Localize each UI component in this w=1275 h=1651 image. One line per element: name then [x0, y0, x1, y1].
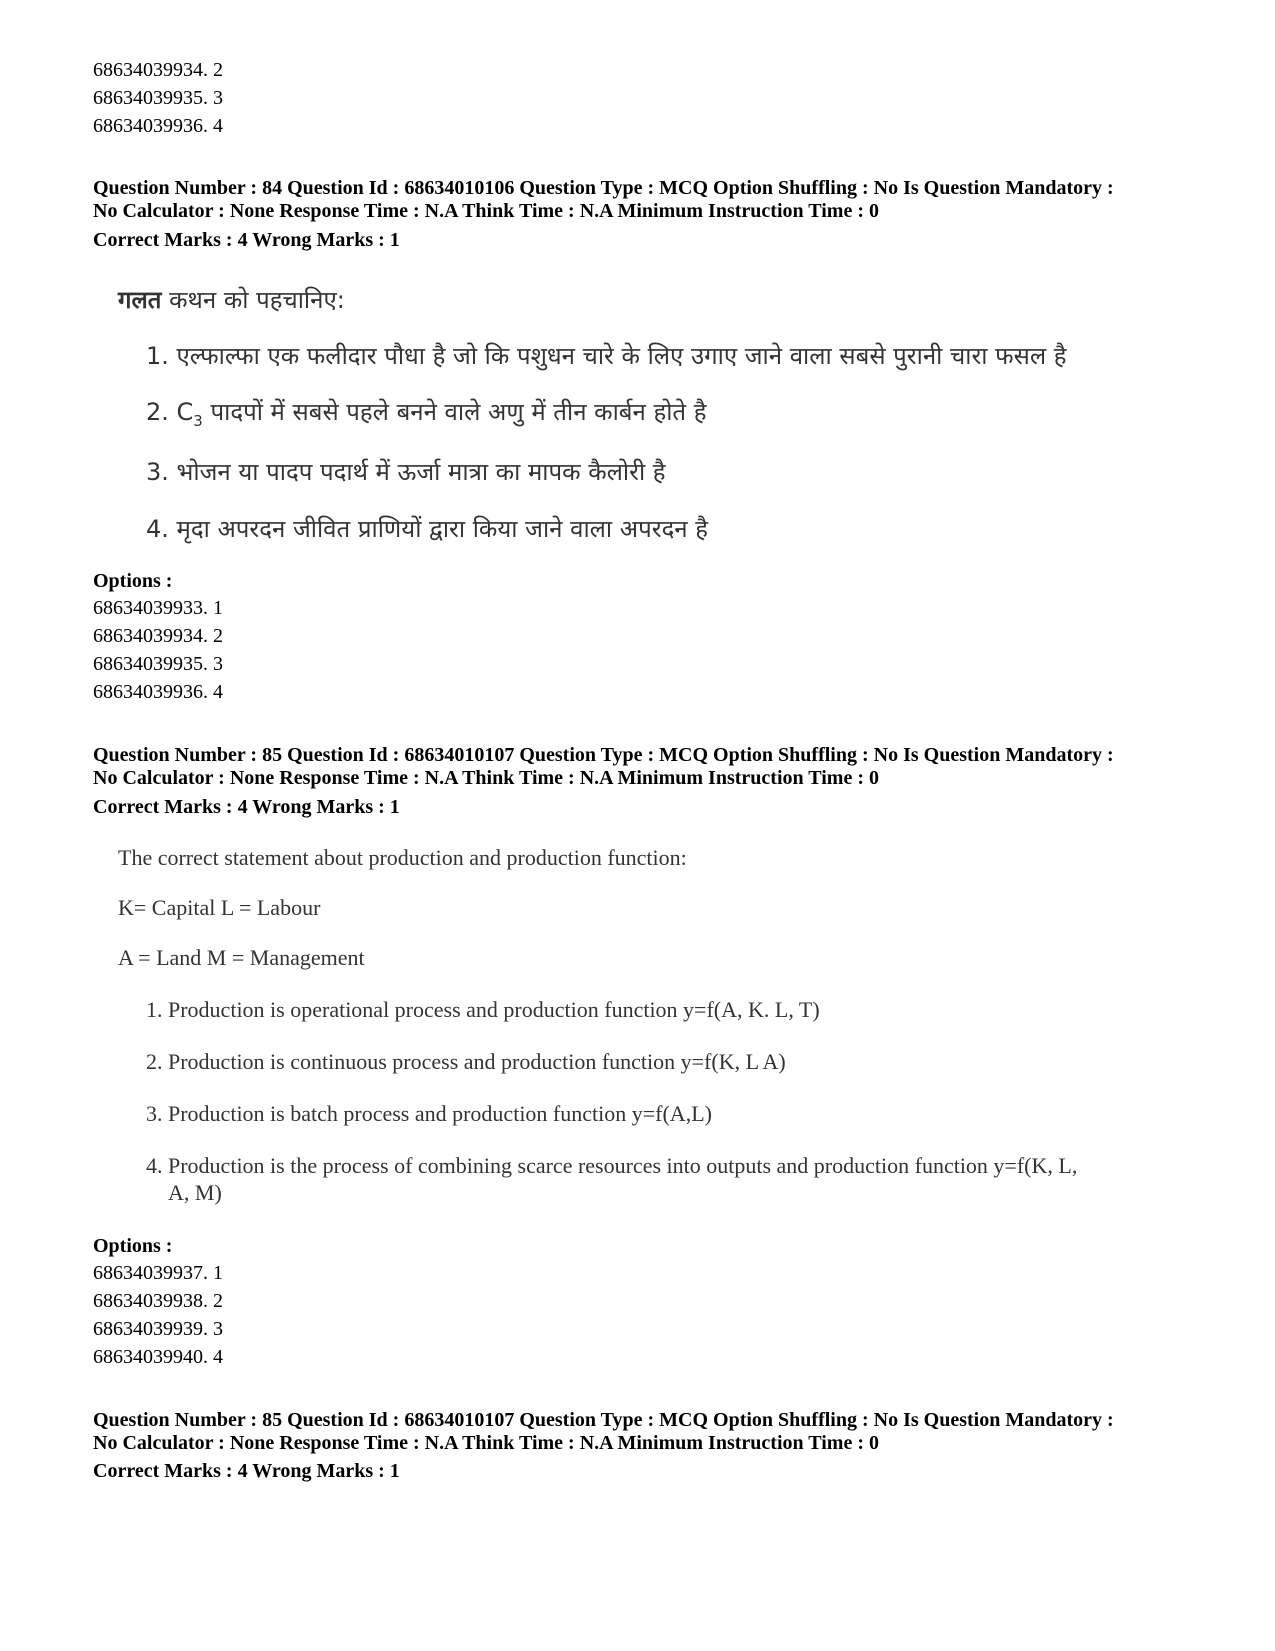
q85-statement-3: 3. Production is batch process and production function y=f(A,L)	[146, 1101, 712, 1126]
option-line: 68634039936. 4	[93, 115, 223, 137]
q85b-header-line1: Question Number : 85 Question Id : 68634010107 Question Type : MCQ Option Shuffling : No Is Question Mandatory :	[93, 1409, 1114, 1431]
option-line: 68634039939. 3	[93, 1318, 223, 1340]
q85-legend-2: A = Land M = Management	[118, 945, 365, 970]
q84-header-line1: Question Number : 84 Question Id : 68634010106 Question Type : MCQ Option Shuffling : No Is Question Mandatory :	[93, 177, 1114, 199]
option-line: 68634039938. 2	[93, 1290, 223, 1312]
q85b-marks: Correct Marks : 4 Wrong Marks : 1	[93, 1460, 400, 1482]
q84-prompt-text: कथन को पहचानिए:	[161, 286, 345, 314]
option-line: 68634039934. 2	[93, 59, 223, 81]
option-line: 68634039940. 4	[93, 1346, 223, 1368]
q84-options-label: Options :	[93, 570, 173, 592]
q85-header-line2: No Calculator : None Response Time : N.A Think Time : N.A Minimum Instruction Time : 0	[93, 767, 879, 789]
option-line: 68634039933. 1	[93, 597, 223, 619]
q85-marks: Correct Marks : 4 Wrong Marks : 1	[93, 796, 400, 818]
q85-statement-4: 4. Production is the process of combining scarce resources into outputs and production function y=f(K, L,	[146, 1153, 1078, 1178]
q85-statement-1: 1. Production is operational process and production function y=f(A, K. L, T)	[146, 997, 820, 1022]
q85-options-label: Options :	[93, 1235, 173, 1257]
q85-prompt: The correct statement about production and production function:	[118, 845, 687, 870]
option-line: 68634039936. 4	[93, 681, 223, 703]
q85b-header-line2: No Calculator : None Response Time : N.A Think Time : N.A Minimum Instruction Time : 0	[93, 1432, 879, 1454]
q85-header-line1: Question Number : 85 Question Id : 68634010107 Question Type : MCQ Option Shuffling : No Is Question Mandatory :	[93, 744, 1114, 766]
q84-statement-2-subscript: 3	[193, 411, 203, 430]
q84-header-line2: No Calculator : None Response Time : N.A Think Time : N.A Minimum Instruction Time : 0	[93, 200, 879, 222]
q84-statement-4: 4. मृदा अपरदन जीवित प्राणियों द्वारा किया जाने वाला अपरदन है	[146, 515, 709, 543]
q85-statement-2: 2. Production is continuous process and production function y=f(K, L A)	[146, 1049, 786, 1074]
q84-statement-1: 1. एल्फाल्फा एक फलीदार पौधा है जो कि पशुधन चारे के लिए उगाए जाने वाला सबसे पुरानी चारा फसल है	[146, 342, 1067, 370]
q84-prompt-emphasis: गलत	[118, 286, 162, 314]
q85-legend-1: K= Capital L = Labour	[118, 895, 321, 920]
option-line: 68634039937. 1	[93, 1262, 223, 1284]
q85-statement-4-cont: A, M)	[168, 1180, 222, 1205]
option-line: 68634039935. 3	[93, 87, 223, 109]
q84-prompt	[118, 283, 345, 316]
option-line: 68634039934. 2	[93, 625, 223, 647]
q84-statement-3: 3. भोजन या पादप पदार्थ में ऊर्जा मात्रा का मापक कैलोरी है	[146, 458, 666, 486]
q84-statement-2-prefix: 2. C	[146, 398, 194, 426]
q84-statement-2-text: पादपों में सबसे पहले बनने वाले अणु में तीन कार्बन होते है	[202, 398, 707, 426]
q84-marks: Correct Marks : 4 Wrong Marks : 1	[93, 229, 400, 251]
option-line: 68634039935. 3	[93, 653, 223, 675]
q84-statement-2	[146, 395, 706, 430]
